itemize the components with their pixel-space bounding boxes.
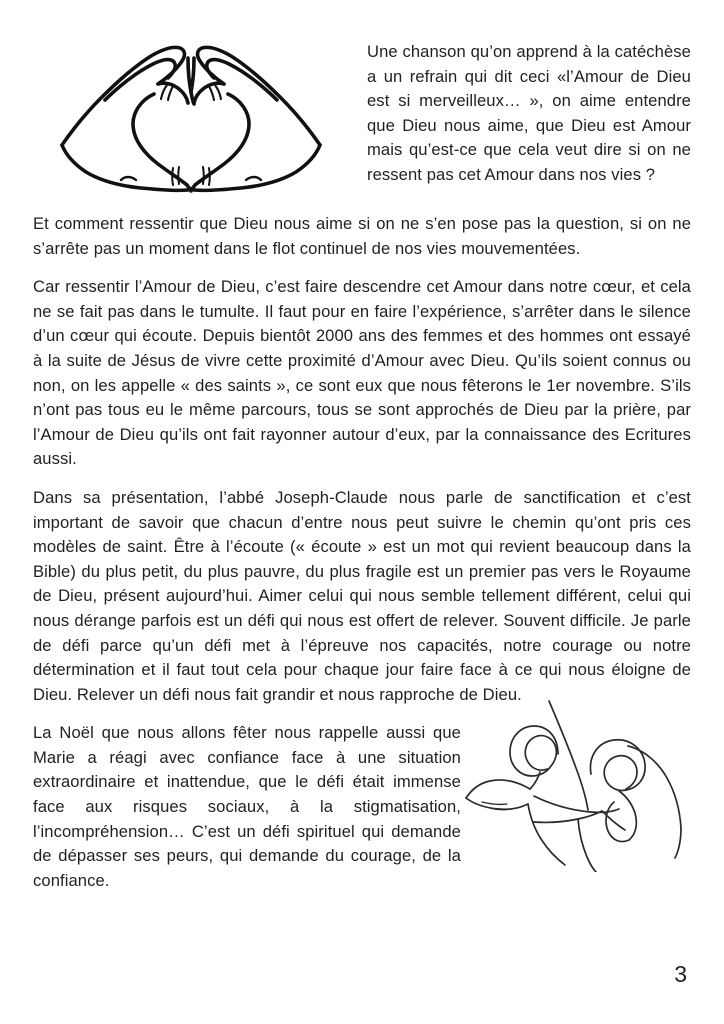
body-paragraph-3: Dans sa présentation, l’abbé Joseph-Claude nous parle de sanctification et c’est important de savoir que chacun d’entre nous peut suivre le chemin qu’ont pris ces modèles de saint. Être à l’écoute (« écoute » est un mot qui revient beaucoup dans la Bible) du plus petit, du plus pauvre, du plus fragile est un premier pas vers le Royaume de Dieu, présent aujourd’hui. Aimer celui qui nous semble tellement différent, celui qui nous dérange parfois est un défi qui nous est offert de relever. Souvent difficile. Je parle de défi parce qu’un défi met à l’épreuve nos capacités, notre courage ou notre détermination et il faut tout cela pour chaque jour faire face à ce qui nous éloigne de Dieu. Relever un défi nous fait grandir et nous rapproche de Dieu. [33, 487, 691, 704]
body-paragraph-1: Et comment ressentir que Dieu nous aime si on ne s’en pose pas la question, si on ne s’arrête pas un moment dans le flot continuel de nos vies mouvementées. [33, 214, 691, 258]
hands-heart-illustration [41, 28, 341, 210]
annunciation-illustration [462, 692, 704, 872]
intro-text-block [367, 40, 691, 188]
body-paragraph-4: La Noël que nous allons fêter nous rappelle aussi que Marie a réagi avec confiance face à une situation extraordinaire et inattendue, que le défi était immense face aux risques sociaux, à la stigmatisation, l’incompréhension… C’est un défi spirituel qui demande de dépasser ses peurs, qui demande du courage, de la confiance. [33, 723, 461, 890]
page-number: 3 [674, 961, 687, 987]
intro-paragraph: Une chanson qu’on apprend à la catéchèse a un refrain qui dit ceci «l’Amour de Dieu est si merveilleux… », on aime entendre que Dieu nous aime, que Dieu est Amour mais qu’est-ce que cela veut dire si on ne ressent pas cet Amour dans nos vies ? [367, 42, 691, 184]
top-block [33, 28, 691, 210]
body-paragraph-2: Car ressentir l’Amour de Dieu, c’est faire descendre cet Amour dans notre cœur, et cela ne se fait pas dans le tumulte. Il faut pour en faire l’expérience, s’arrêter dans le silence d’un cœur qui écoute. Depuis bientôt 2000 ans des femmes et des hommes ont essayé à la suite de Jésus de vivre cette proximité d’Amour avec Dieu. Qu’ils soient connus ou non, on les appelle « des saints », ce sont eux que nous fêterons le 1er novembre. S’ils n’ont pas tous eu le même parcours, tous se sont approchés de Dieu par la prière, par l’Amour de Dieu qu’ils ont fait rayonner autour d’eux, par la connaissance des Ecritures aussi. [33, 277, 691, 469]
